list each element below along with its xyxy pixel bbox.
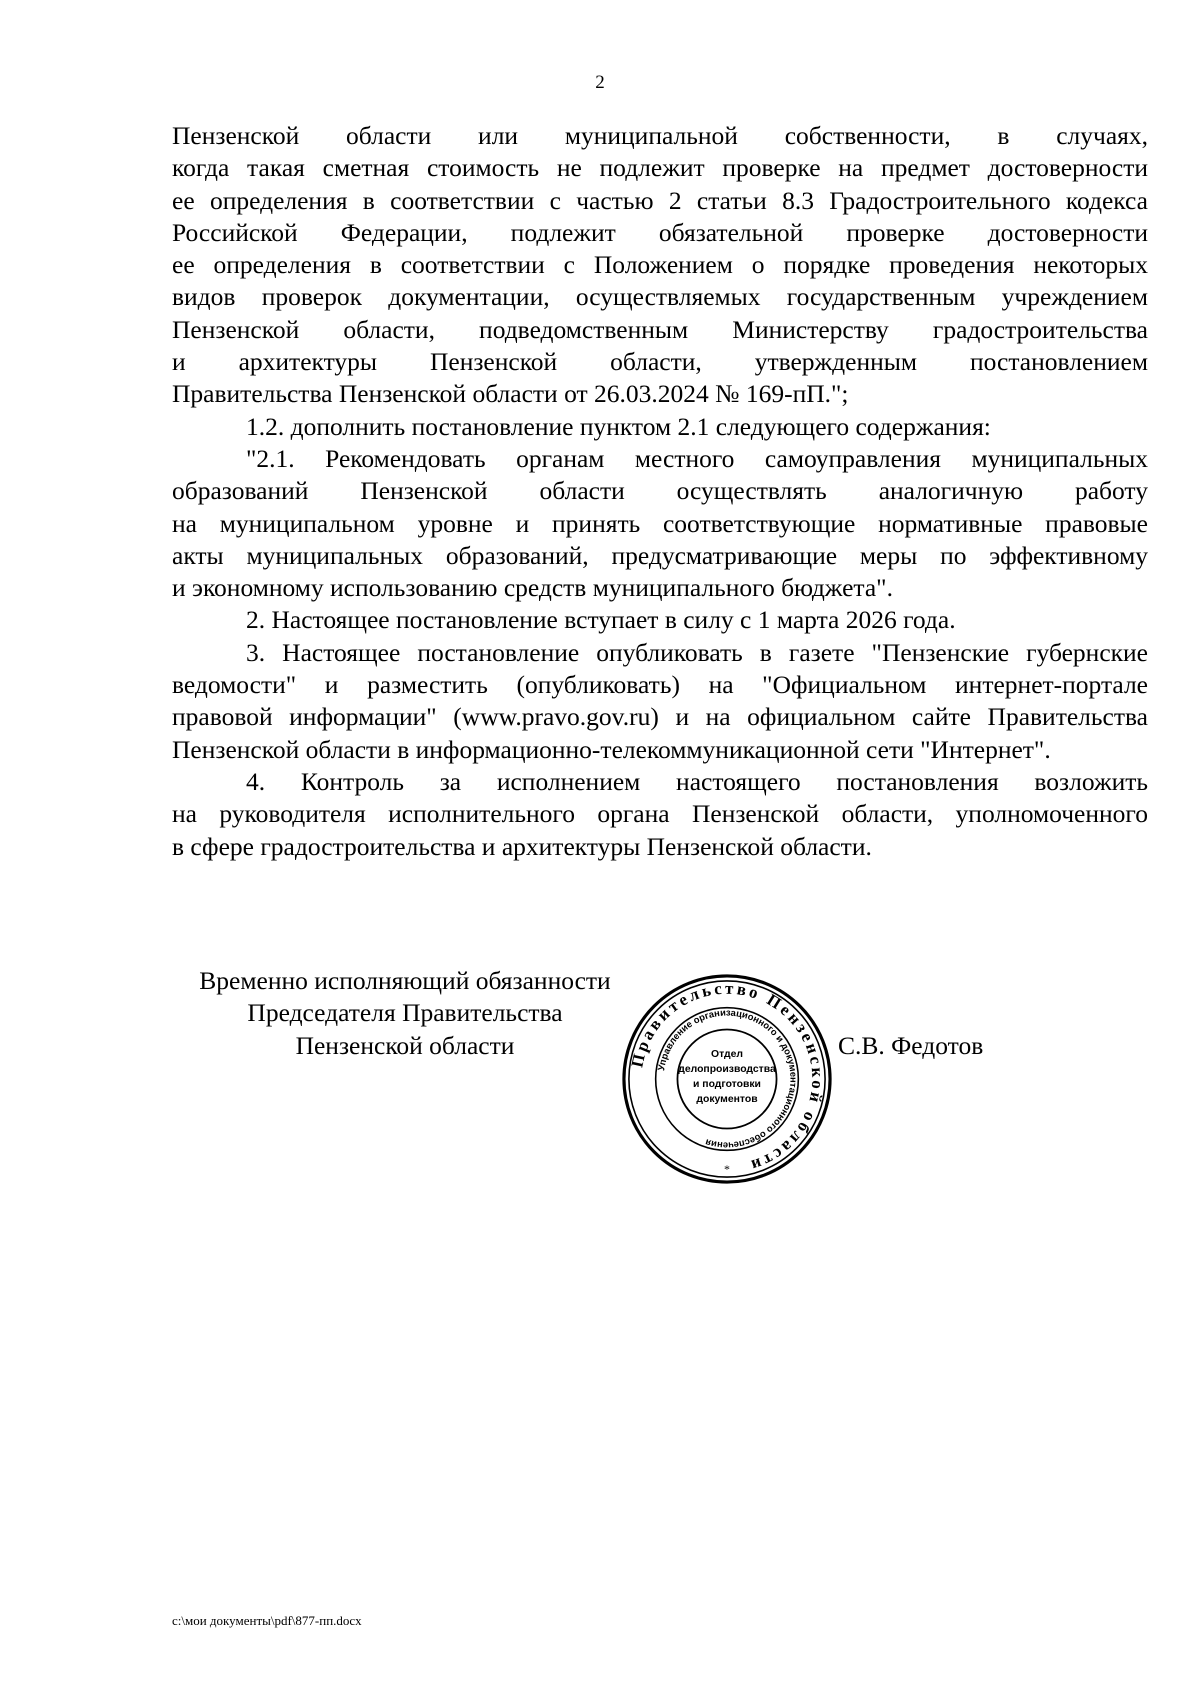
body-line: 4. Контроль за исполнением настоящего постановления возложить	[246, 766, 1148, 796]
body-line: правовой информации" (www.pravo.gov.ru) и на официальном сайте Правительства	[172, 702, 1148, 732]
file-path-footer: c:\мои документы\pdf\877-пп.docx	[172, 1613, 362, 1628]
body-line: ее определения в соответствии с частью 2 статьи 8.3 Градостроительного кодекса	[172, 185, 1148, 215]
body-line: 2. Настоящее постановление вступает в силу с 1 марта 2026 года.	[246, 605, 956, 635]
body-line: и экономному использованию средств муниципального бюджета".	[172, 573, 893, 603]
stamp-center-line: документов	[696, 1093, 758, 1105]
signatory-position-line: Пензенской области	[295, 1030, 515, 1060]
official-stamp	[618, 970, 836, 1188]
stamp-star-icon: *	[724, 1162, 730, 1177]
body-line: на руководителя исполнительного органа Пензенской области, уполномоченного	[172, 799, 1148, 829]
body-line: в сфере градостроительства и архитектуры Пензенской области.	[172, 831, 872, 861]
stamp-center-line: Отдел	[710, 1049, 744, 1061]
body-line: Российской Федерации, подлежит обязательной проверке достоверности	[172, 217, 1148, 247]
signatory-name: С.В. Федотов	[838, 1031, 984, 1060]
body-line: и архитектуры Пензенской области, утвержденным постановлением	[172, 347, 1148, 377]
body-line: Пензенской области в информационно-телекоммуникационной сети "Интернет".	[172, 734, 1051, 764]
body-line: 1.2. дополнить постановление пунктом 2.1 следующего содержания:	[246, 411, 991, 441]
body-line: образований Пензенской области осуществлять аналогичную работу	[172, 476, 1148, 506]
body-line: акты муниципальных образований, предусматривающие меры по эффективному	[172, 540, 1148, 570]
body-line: "2.1. Рекомендовать органам местного самоуправления муниципальных	[246, 443, 1148, 473]
signatory-position-line: Председателя Правительства	[247, 998, 563, 1028]
body-line: Пензенской области или муниципальной собственности, в случаях,	[172, 121, 1148, 150]
document-body	[172, 120, 1148, 863]
body-line: на муниципальном уровне и принять соответствующие нормативные правовые	[172, 508, 1148, 538]
body-line: Правительства Пензенской области от 26.03.2024 № 169-пП.";	[172, 379, 849, 409]
body-line: ее определения в соответствии с Положением о порядке проведения некоторых	[172, 250, 1148, 280]
body-line: ведомости" и разместить (опубликовать) на "Официальном интернет-портале	[172, 670, 1148, 700]
stamp-ring-text: Управление организационного и документационного обеспечения	[655, 1006, 800, 1152]
stamp-outer-text: Правительство Пензенской области	[627, 978, 828, 1177]
stamp-center-line: и подготовки	[693, 1078, 761, 1090]
body-line: 3. Настоящее постановление опубликовать в газете "Пензенские губернские	[246, 637, 1148, 667]
page-number: 2	[595, 72, 605, 93]
body-line: видов проверок документации, осуществляемых государственным учреждением	[172, 282, 1148, 312]
body-line: когда такая сметная стоимость не подлежит проверке на предмет достоверности	[172, 153, 1148, 183]
stamp-center-line: делопроизводства	[678, 1064, 776, 1076]
body-line: Пензенской области, подведомственным Министерству градостроительства	[172, 314, 1148, 344]
signatory-position-line: Временно исполняющий обязанности	[199, 966, 611, 995]
signatory-position	[160, 965, 650, 1062]
